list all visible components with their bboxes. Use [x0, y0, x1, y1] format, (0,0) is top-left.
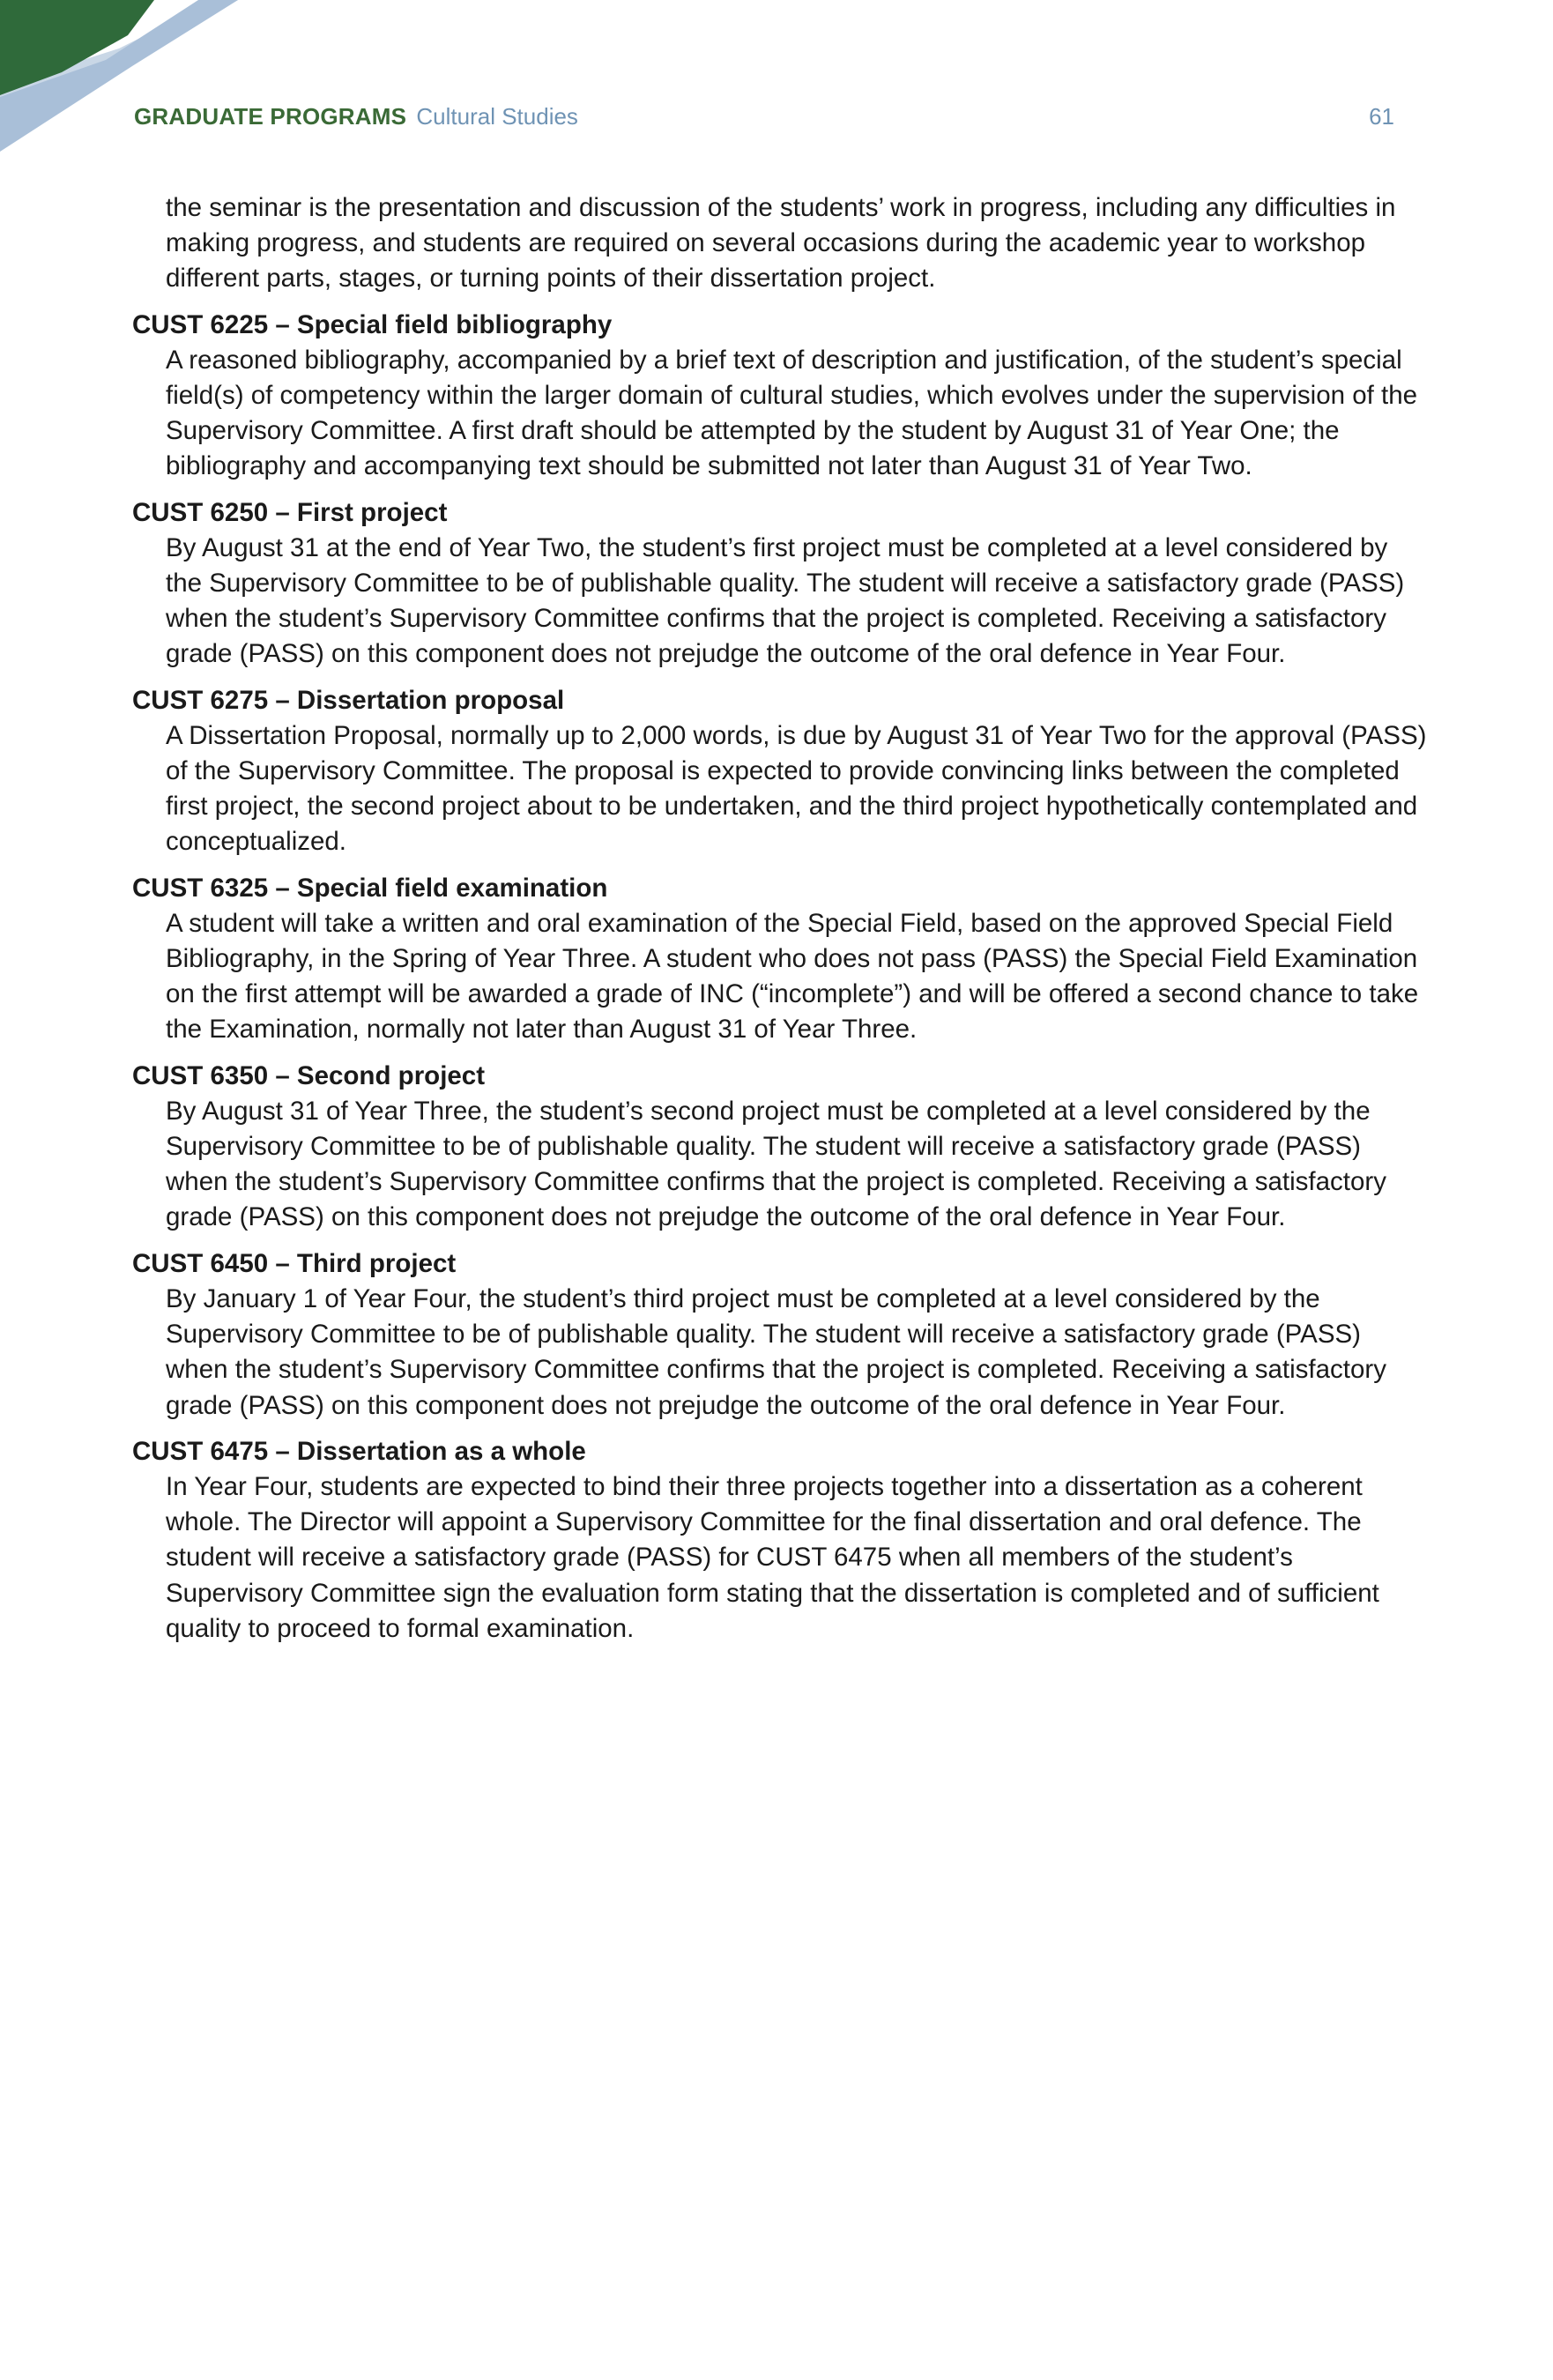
course-heading: CUST 6275 – Dissertation proposal	[132, 685, 565, 715]
header-subject: Cultural Studies	[416, 103, 578, 130]
course-description: By January 1 of Year Four, the student’s third project must be completed at a level considered by the Supervisory Committee to be of publishable quality. The student will receive a satisfactory grade (PASS) when the student’s Supervisory Committee confirms that the project is completed. Receiving a satisfactory grade (PASS) on this component does not prejudge the outcome of the oral defence in Year Four.	[166, 1283, 1386, 1420]
corner-decoration	[0, 0, 238, 159]
header-section-title: GRADUATE PROGRAMS	[134, 103, 407, 130]
course-heading: CUST 6450 – Third project	[132, 1248, 457, 1278]
course-entry	[132, 308, 1428, 485]
course-heading: CUST 6350 – Second project	[132, 1060, 486, 1090]
course-entry	[132, 1246, 1428, 1424]
course-description: By August 31 at the end of Year Two, the student’s first project must be completed at a level considered by the Supervisory Committee to be of publishable quality. The student will receive a satisfactory grade (PASS) when the student’s Supervisory Committee confirms that the project is completed. Receiving a satisfactory grade (PASS) on this component does not prejudge the outcome of the oral defence in Year Four.	[166, 532, 1405, 669]
main-content	[132, 190, 1428, 1657]
course-description: By August 31 of Year Three, the student’s second project must be completed at a level considered by the Supervisory Committee to be of publishable quality. The student will receive a satisfactory grade (PASS) when the student’s Supervisory Committee confirms that the project is completed. Receiving a satisfactory grade (PASS) on this component does not prejudge the outcome of the oral defence in Year Four.	[166, 1096, 1386, 1232]
course-entry	[132, 1059, 1428, 1236]
page-number: 61	[1369, 103, 1394, 130]
course-description: A student will take a written and oral examination of the Special Field, based on the approved Special Field Bibliography, in the Spring of Year Three. A student who does not pass (PASS) the Special Field Examination on the first attempt will be awarded a grade of INC (“incomplete”) and will be offered a second chance to take the Examination, normally not later than August 31 of Year Three.	[166, 908, 1419, 1045]
course-entry	[132, 683, 1428, 860]
course-description: A reasoned bibliography, accompanied by a brief text of description and justification, of the student’s special field(s) of competency within the larger domain of cultural studies, which evolves under the supervision of the Supervisory Committee. A first draft should be attempted by the student by August 31 of Year One; the bibliography and accompanying text should be submitted not later than August 31 of Year Two.	[166, 345, 1418, 481]
course-heading: CUST 6250 – First project	[132, 497, 448, 527]
intro-paragraph: the seminar is the presentation and discussion of the students’ work in progress, including any difficulties in making progress, and students are required on several occasions during the academic year to workshop different parts, stages, or turning points of their dissertation project.	[166, 193, 1396, 294]
running-header	[134, 99, 1394, 134]
course-entry	[132, 1434, 1428, 1647]
course-description: A Dissertation Proposal, normally up to 2,000 words, is due by August 31 of Year Two for the approval (PASS) of the Supervisory Committee. The proposal is expected to provide convincing links between the completed first project, the second project about to be undertaken, and the third project hypothetically contemplated and conceptualized.	[166, 720, 1427, 857]
course-entry	[132, 495, 1428, 673]
course-heading: CUST 6225 – Special field bibliography	[132, 309, 613, 339]
course-description: In Year Four, students are expected to bind their three projects together into a dissertation as a coherent whole. The Director will appoint a Supervisory Committee for the final dissertation and oral defence. The student will receive a satisfactory grade (PASS) for CUST 6475 when all members of the student’s Supervisory Committee sign the evaluation form stating that the dissertation is completed and of sufficient quality to proceed to formal examination.	[166, 1471, 1379, 1643]
course-heading: CUST 6475 – Dissertation as a whole	[132, 1436, 586, 1466]
course-heading: CUST 6325 – Special field examination	[132, 873, 608, 903]
course-entry	[132, 871, 1428, 1048]
